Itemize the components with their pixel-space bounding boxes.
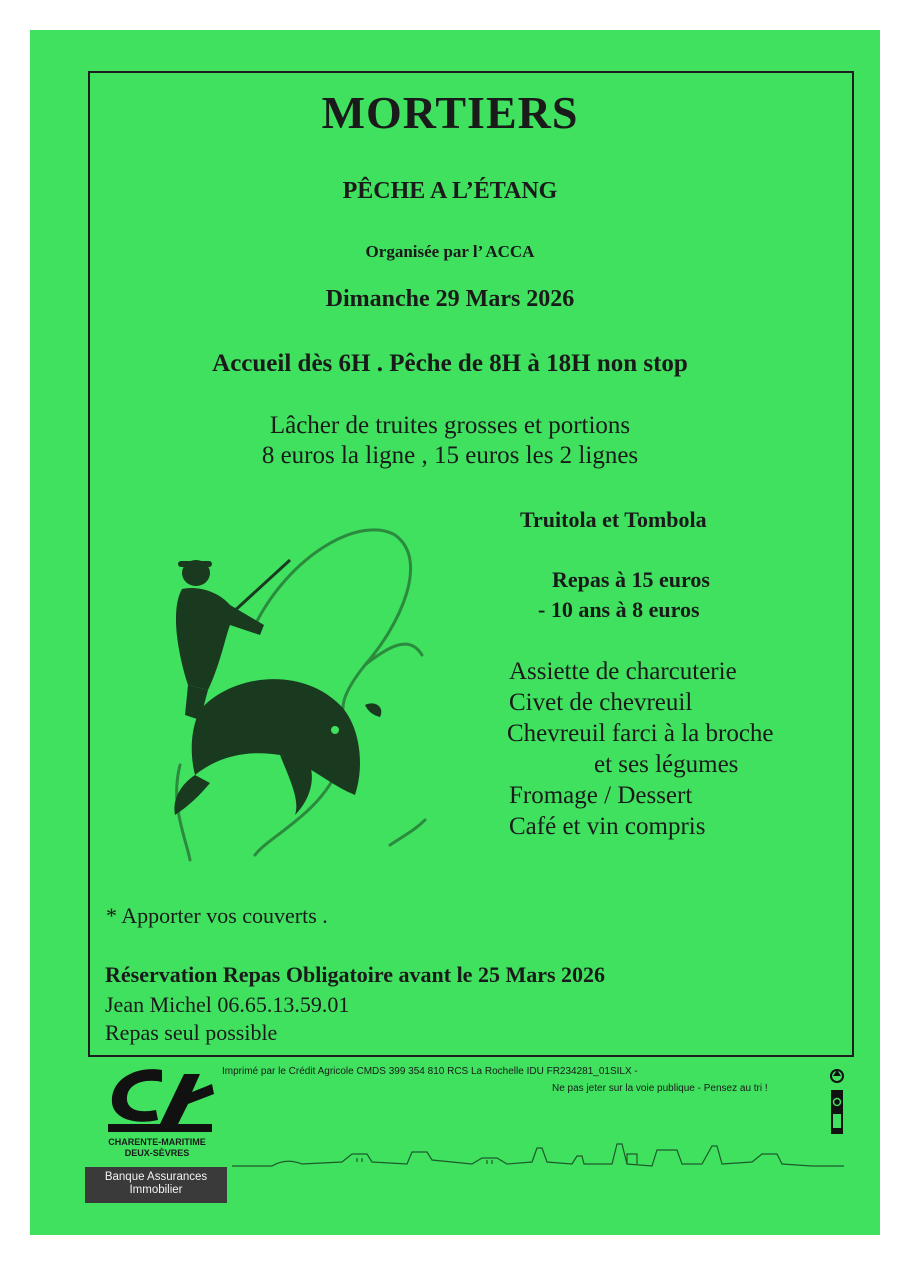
menu-item: Civet de chevreuil: [509, 689, 693, 716]
menu-item: Chevreuil farci à la broche: [507, 720, 774, 747]
line-prices: 8 euros la ligne , 15 euros les 2 lignes: [261, 442, 639, 469]
meal-price: Repas à 15 euros: [552, 567, 710, 592]
city-skyline-icon: [232, 1136, 844, 1170]
truitola-tombola: Truitola et Tombola: [520, 507, 707, 532]
menu-item: Café et vin compris: [509, 813, 706, 840]
reservation-deadline: Réservation Repas Obligatoire avant le 25 Mars 2026: [105, 962, 606, 987]
printer-credit: Imprimé par le Crédit Agricole CMDS 399 354 810 RCS La Rochelle IDU FR234281_01SILX -: [222, 1066, 638, 1077]
region-name: DEUX-SÈVRES: [124, 1148, 190, 1158]
page-title: MORTIERS: [321, 87, 579, 138]
badge-line: Banque Assurances: [104, 1171, 208, 1183]
badge-line: Immobilier: [129, 1184, 183, 1196]
organiser-line: Organisée par l’ ACCA: [365, 242, 535, 261]
trout-release: Lâcher de truites grosses et portions: [269, 412, 631, 439]
recycling-icon: [829, 1066, 845, 1136]
child-meal-price: - 10 ans à 8 euros: [538, 597, 700, 622]
region-name: CHARENTE-MARITIME: [108, 1137, 206, 1147]
event-date: Dimanche 29 Mars 2026: [325, 286, 575, 312]
event-subtitle: PÊCHE A L’ÉTANG: [342, 178, 558, 204]
meal-only-note: Repas seul possible: [105, 1020, 278, 1045]
menu-item: Assiette de charcuterie: [509, 658, 737, 685]
fisherman-illustration: [160, 515, 450, 870]
menu-item: et ses légumes: [594, 751, 739, 778]
cutlery-note: * Apporter vos couverts .: [106, 903, 328, 928]
credit-agricole-logo: [100, 1062, 218, 1134]
contact-phone: Jean Michel 06.65.13.59.01: [105, 992, 350, 1017]
event-schedule: Accueil dès 6H . Pêche de 8H à 18H non stop: [212, 350, 688, 377]
menu-item: Fromage / Dessert: [509, 782, 693, 809]
bank-badge: [85, 1167, 227, 1203]
no-litter-note: Ne pas jeter sur la voie publique - Pensez au tri !: [552, 1083, 768, 1094]
